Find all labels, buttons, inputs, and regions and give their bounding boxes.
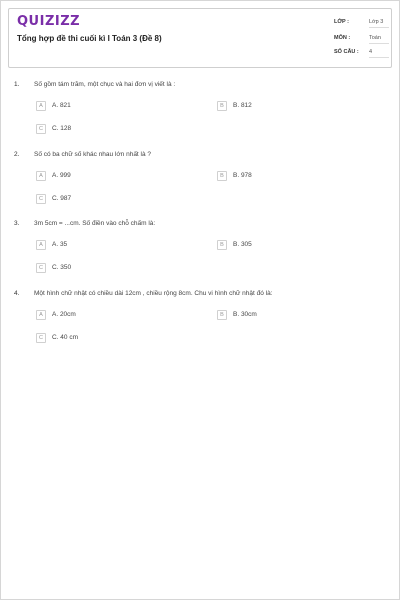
quizizz-logo: QUIZIZZ (17, 14, 81, 29)
meta-grade (334, 17, 389, 30)
option-letter-box: B (217, 171, 227, 181)
option-text: A. 821 (52, 102, 71, 109)
option-letter-box: C (36, 333, 46, 343)
option-letter-box: A (36, 240, 46, 250)
meta-question-count-label: SỐ CÂU : (334, 49, 359, 55)
option-text: B. 812 (233, 102, 252, 109)
option-letter-box: B (217, 101, 227, 111)
option-letter-box: C (36, 124, 46, 134)
worksheet-header (8, 8, 392, 68)
option-text: C. 350 (52, 264, 72, 271)
question-text: 3m 5cm = ...cm. Số điền vào chỗ chấm là: (34, 220, 156, 227)
option-text: A. 35 (52, 241, 68, 248)
option-text: A. 20cm (52, 311, 76, 318)
question-number: 2. (14, 151, 20, 158)
meta-subject (334, 33, 389, 46)
question-text: Số gồm tám trăm, một chục và hai đơn vị viết là : (34, 81, 176, 88)
meta-subject-label: MÔN : (334, 35, 351, 41)
meta-subject-value: Toán (369, 33, 389, 44)
question-number: 1. (14, 81, 20, 88)
option-text: C. 987 (52, 195, 72, 202)
option-text: B. 30cm (233, 311, 257, 318)
option-letter-box: B (217, 240, 227, 250)
option-text: A. 999 (52, 172, 71, 179)
option-text: B. 305 (233, 241, 252, 248)
meta-question-count (334, 47, 389, 60)
meta-grade-value: Lớp 3 (369, 17, 389, 28)
option-text: B. 978 (233, 172, 252, 179)
question-number: 4. (14, 290, 20, 297)
option-letter-box: A (36, 310, 46, 320)
option-letter-box: C (36, 263, 46, 273)
option-letter-box: A (36, 171, 46, 181)
question-text: Một hình chữ nhật có chiều dài 12cm , chiều rộng 8cm. Chu vi hình chữ nhật đó là: (34, 290, 273, 297)
option-letter-box: B (217, 310, 227, 320)
option-text: C. 128 (52, 125, 72, 132)
worksheet-title: Tổng hợp đề thi cuối kì I Toán 3 (Đề 8) (17, 34, 162, 43)
meta-grade-label: LỚP : (334, 19, 349, 25)
option-text: C. 40 cm (52, 334, 79, 341)
question-text: Số có ba chữ số khác nhau lớn nhất là ? (34, 151, 152, 158)
question-number: 3. (14, 220, 20, 227)
meta-question-count-value: 4 (369, 47, 389, 58)
option-letter-box: C (36, 194, 46, 204)
option-letter-box: A (36, 101, 46, 111)
